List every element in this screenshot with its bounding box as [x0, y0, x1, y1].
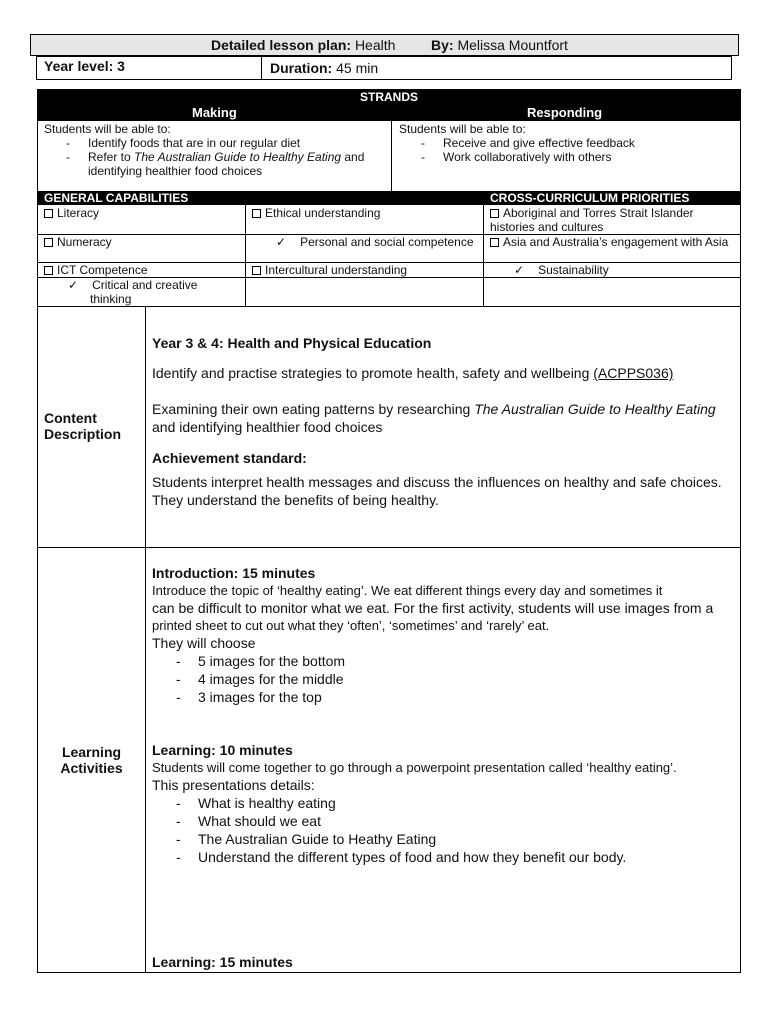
by-value: Melissa Mountfort [457, 37, 568, 53]
intro-item: - 5 images for the bottom [152, 652, 740, 670]
checkbox-icon [490, 238, 499, 247]
ccp-aboriginal: Aboriginal and Torres Strait Islander histories and cultures [490, 206, 694, 234]
intro-item: - 4 images for the middle [152, 670, 740, 688]
learning1-item: - The Australian Guide to Heathy Eating [152, 830, 740, 848]
strands-header [38, 90, 740, 121]
capabilities-title: GENERAL CAPABILITIES [44, 191, 189, 205]
achievement-heading: Achievement standard: [152, 450, 307, 466]
intro-line: They will choose [152, 635, 256, 651]
duration-label: Duration: [270, 60, 333, 76]
responding-content [399, 122, 734, 164]
check-icon [276, 235, 300, 249]
check-icon [514, 263, 538, 277]
responding-item: - Work collaboratively with others [421, 150, 734, 164]
content-p2: Examining their own eating patterns by researching The Australian Guide to Healthy Eating and identifying healthier food choices [152, 401, 716, 435]
cap-intercultural: Intercultural understanding [252, 263, 407, 277]
cap-ethical: Ethical understanding [252, 206, 380, 220]
cap-ict: ICT Competence [44, 263, 148, 277]
content-body [152, 334, 737, 509]
intro-block [152, 564, 740, 706]
content-p1: Identify and practise strategies to promote health, safety and wellbeing (ACPPS036) [152, 365, 674, 381]
year-duration-row [36, 56, 732, 80]
check-icon [68, 278, 92, 292]
responding-item: - Receive and give effective feedback [421, 136, 734, 150]
ccp-sustainability: ✓ Sustainability [514, 263, 609, 277]
plan-value: Health [354, 37, 396, 53]
cap-numeracy: Numeracy [44, 235, 112, 249]
checkbox-icon [44, 266, 53, 275]
making-item: - Identify foods that are in our regular diet [66, 136, 384, 150]
achievement-text: Students interpret health messages and discuss the influences on healthy and safe choices. They understand the benefits of being healthy. [152, 474, 722, 508]
plan-title [211, 37, 395, 53]
cap-critical: ✓ Critical and creative thinking [68, 278, 238, 306]
duration-value: 45 min [336, 60, 379, 76]
ccp-asia: Asia and Australia’s engagement with Asia [490, 235, 738, 249]
intro-item: - 3 images for the top [152, 688, 740, 706]
responding-intro: Students will be able to: [399, 122, 526, 136]
duration [270, 60, 378, 76]
title-bar [30, 34, 739, 56]
strands-title: STRANDS [359, 90, 418, 104]
learning1-item: - Understand the different types of food and how they benefit our body. [152, 848, 740, 866]
intro-line: can be difficult to monitor what we eat. For the first activity, students will use images from a [152, 600, 714, 616]
learning1-item: - What should we eat [152, 812, 740, 830]
content-description-label: Content Description [44, 410, 122, 442]
capabilities-header [38, 191, 740, 205]
intro-heading: Introduction: 15 minutes [152, 565, 316, 581]
cap-literacy: Literacy [44, 206, 99, 220]
author [431, 37, 568, 53]
strands-table [37, 89, 741, 307]
responding-heading: Responding [527, 105, 603, 120]
learning1-line: Students will come together to go through a powerpoint presentation called ‘healthy eating’. [152, 760, 677, 775]
checkbox-icon [44, 209, 53, 218]
learning1-item: - What is healthy eating [152, 794, 740, 812]
checkbox-icon [490, 209, 499, 218]
learning-activities-label: Learning Activities [60, 744, 123, 776]
learning-activities-section [37, 547, 741, 973]
making-heading: Making [192, 105, 237, 120]
making-content [44, 122, 384, 178]
intro-line: Introduce the topic of ‘healthy eating’. We eat different things every day and sometimes it [152, 583, 663, 598]
cap-personal: ✓ Personal and social competence [276, 235, 476, 249]
learning1-block [152, 741, 740, 866]
by-label: By: [431, 37, 454, 53]
making-item: - Refer to The Australian Guide to Healthy Eating and identifying healthier food choices [66, 150, 384, 178]
learning1-heading: Learning: 10 minutes [152, 742, 293, 758]
ccp-title: CROSS-CURRICULUM PRIORITIES [490, 191, 690, 205]
checkbox-icon [44, 238, 53, 247]
making-intro: Students will be able to: [44, 122, 171, 136]
year-level: Year level: 3 [44, 58, 125, 74]
content-heading: Year 3 & 4: Health and Physical Education [152, 335, 432, 351]
learning2-heading: Learning: 15 minutes [152, 954, 293, 970]
content-description-section [37, 306, 741, 548]
plan-label: Detailed lesson plan: [211, 37, 352, 53]
learning1-line: This presentations details: [152, 777, 315, 793]
checkbox-icon [252, 209, 261, 218]
intro-line: printed sheet to cut out what they ‘often’, ‘sometimes’ and ‘rarely’ eat. [152, 618, 550, 633]
checkbox-icon [252, 266, 261, 275]
